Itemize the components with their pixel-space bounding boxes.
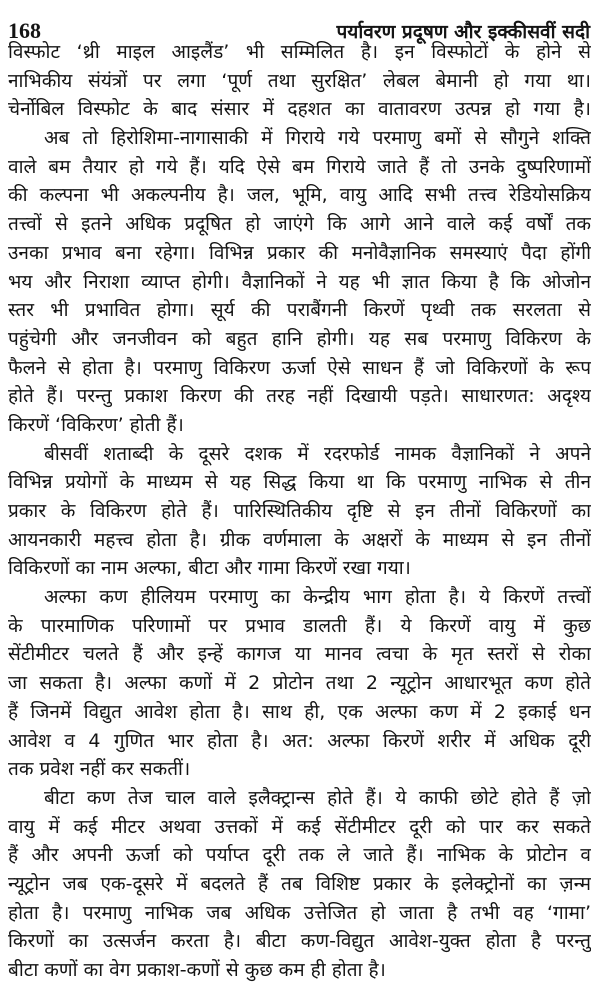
text-line: प्रकार के विकिरण होते हैं। पारिस्थितिकीय दृष्टि से इन तीनों विकिरणों का: [8, 500, 591, 522]
text-line: के पारमाणिक परिणामों पर प्रभाव डालती हैं। ये किरणें वायु में कुछ: [8, 614, 591, 637]
text-line: तक प्रवेश नहीं कर सकतीं।: [8, 758, 191, 781]
text-line: भय और निराशा व्याप्त होगी। वैज्ञानिकों ने यह भी ज्ञात किया है कि ओजोन: [8, 270, 591, 293]
text-line: उनका प्रभाव बना रहेगा। विभिन्न प्रकार की मनोवैज्ञानिक समस्याएं पैदा होंगी: [8, 241, 591, 264]
text-line: पहुंचेगी और जनजीवन को बहुत हानि होगी। यह सब परमाणु विकिरण के: [8, 327, 591, 350]
page-number: 168: [8, 18, 41, 43]
text-line: आवेश व 4 गुणित भार होता है। अत: अल्फा किरणें शरीर में अधिक दूरी: [8, 729, 591, 752]
text-line: आयनकारी महत्त्व होता है। ग्रीक वर्णमाला के अक्षरों के माध्यम से इन तीनों: [8, 528, 591, 551]
text-line: वायु में कई मीटर अथवा उत्तकों में कई सेंटीमीटर दूरी को पार कर सकते: [8, 815, 591, 838]
paragraph-first-line: अब तो हिरोशिमा-नागासाकी में गिराये गये परमाणु बमों से सौगुने शक्ति: [44, 127, 591, 150]
text-line: वाले बम तैयार हो गये हैं। यदि ऐसे बम गिराये जाते हैं तो उनके दुष्परिणामों: [8, 155, 591, 178]
paragraph-first-line: बीसवीं शताब्दी के दूसरे दशक में रदरफोर्ड नामक वैज्ञानिकों ने अपने: [44, 442, 591, 465]
text-line: हैं और अपनी ऊर्जा को पर्याप्त दूरी तक ले जाते हैं। नाभिक के प्रोटोन व: [8, 844, 591, 867]
running-title: पर्यावरण प्रदूषण और इक्कीसवीं सदी: [336, 21, 590, 43]
text-line: होता है। परमाणु नाभिक जब अधिक उत्तेजित हो जाता है तभी वह ‘गामा’: [8, 901, 591, 924]
text-line: हैं जिनमें विद्युत आवेश होता है। साथ ही, एक अल्फा कण में 2 इकाई धन: [8, 700, 591, 723]
text-line: बीटा कणों का वेग प्रकाश-कणों से कुछ कम ही होता है।: [8, 959, 386, 981]
text-line: जा सकता है। अल्फा कणों में 2 प्रोटोन तथा 2 न्यूट्रोन आधारभूत कण होते: [8, 672, 591, 695]
body-text: [8, 38, 591, 985]
text-line: फैलने से होता है। परमाणु विकिरण ऊर्जा ऐसे साधन हैं जो विकिरणों के रूप: [8, 356, 591, 379]
text-line: विकिरणों का नाम अल्फा, बीटा और गामा किरणें रखा गया।: [8, 557, 411, 580]
text-line: किरणों का उत्सर्जन करता है। बीटा कण-विद्युत आवेश-युक्त होता है परन्तु: [8, 930, 591, 953]
text-line: की कल्पना भी अकल्पनीय है। जल, भूमि, वायु आदि सभी तत्त्व रेडियोसक्रिय: [8, 184, 591, 207]
text-line: सेंटीमीटर चलते हैं और इन्हें कागज या मानव त्वचा के मृत स्तरों से रोका: [8, 643, 591, 666]
text-line: तत्त्वों से इतने अधिक प्रदूषित हो जाएंगे कि आगे आने वाले कई वर्षों तक: [8, 213, 591, 236]
text-line: स्तर भी प्रभावित होगा। सूर्य की पराबैंगनी किरणें पृथ्वी तक सरलता से: [8, 299, 591, 322]
paragraph-first-line: बीटा कण तेज चाल वाले इलैक्ट्रान्स होते हैं। ये काफी छोटे होते हैं ज़ो: [44, 786, 591, 809]
text-line: विभिन्न प्रयोगों के माध्यम से यह सिद्ध किया था कि परमाणु नाभिक से तीन: [8, 471, 591, 494]
text-line: चेर्नोबिल विस्फोट के बाद संसार में दहशत का वातावरण उत्पन्न हो गया है।: [8, 98, 591, 121]
text-line: विस्फोट ‘थ्री माइल आइलैंड’ भी सम्मिलित है। इन विस्फोटों के होने से: [8, 41, 591, 63]
paragraph-first-line: अल्फा कण हीलियम परमाणु का केन्द्रीय भाग होता है। ये किरणें तत्त्वों: [44, 586, 591, 609]
text-line: न्यूट्रोन जब एक-दूसरे में बदलते हैं तब विशिष्ट प्रकार के इलेक्ट्रोनों का ज़न्म: [8, 872, 591, 895]
text-line: किरणें ‘विकिरण’ होती हैं।: [8, 413, 184, 436]
text-line: नाभिकीय संयंत्रों पर लगा ‘पूर्ण तथा सुरक्षित’ लेबल बेमानी हो गया था।: [8, 69, 591, 92]
text-line: होते हैं। परन्तु प्रकाश किरण की तरह नहीं दिखायी पड़ते। साधारणत: अदृश्य: [8, 385, 591, 408]
